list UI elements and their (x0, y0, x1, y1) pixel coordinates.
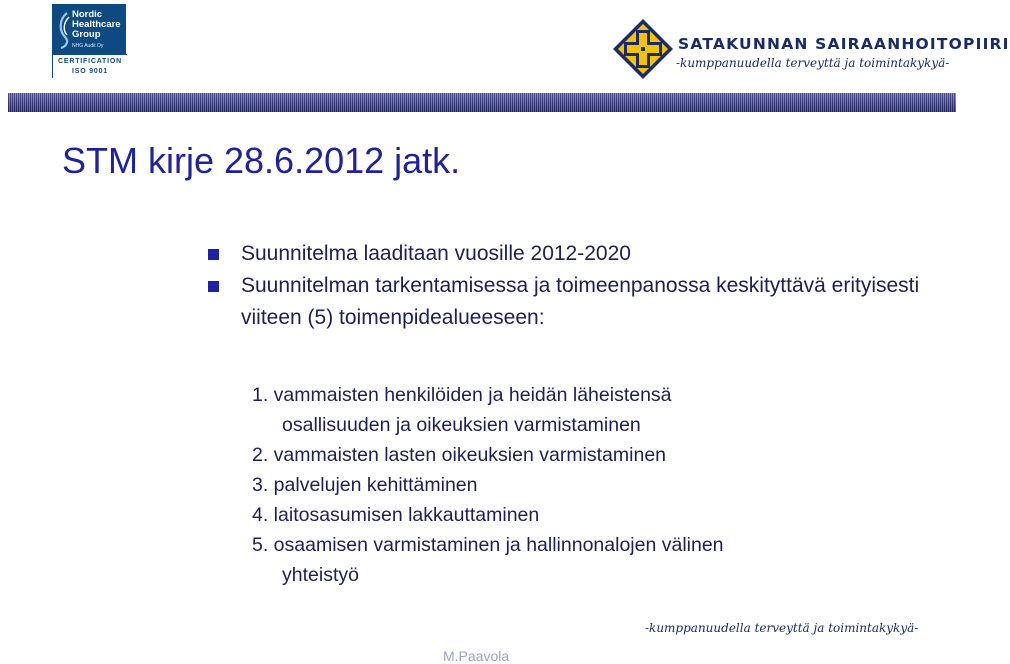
list-item (252, 500, 932, 530)
nhg-name (72, 10, 121, 40)
header-divider (8, 93, 956, 112)
satakunta-tagline: -kumppanuudella terveyttä ja toimintakykyä- (676, 56, 950, 70)
list-item-continuation: osallisuuden ja oikeuksien varmistaminen (282, 414, 641, 436)
nhg-name-line: Nordic (72, 9, 103, 20)
satakunta-name: SATAKUNNAN SAIRAANHOITOPIIRI (678, 35, 1010, 53)
satakunta-cross-logo-icon (612, 18, 674, 80)
nhg-audit-text: NHG Audit Oy (72, 43, 104, 49)
bullet-list (208, 238, 928, 334)
footer-tagline: -kumppanuudella terveyttä ja toimintakykyä- (645, 621, 919, 635)
nhg-swirl-icon (57, 11, 71, 49)
bullet-item (208, 270, 928, 334)
bullet-text: Suunnitelma laaditaan vuosille 2012-2020 (241, 242, 631, 265)
list-item (252, 440, 932, 470)
footer-author: M.Paavola (443, 648, 510, 664)
list-item-text: 5. osaamisen varmistaminen ja hallinnonalojen välinen (252, 534, 724, 556)
bullet-text: Suunnitelman tarkentamisessa ja toimeenpanossa keskityttävä erityisesti viiteen (5) toimenpidealueeseen: (241, 274, 920, 329)
list-item (252, 470, 932, 500)
nhg-certification-logo (52, 4, 126, 78)
list-item (252, 380, 932, 440)
square-bullet-icon (208, 249, 219, 260)
list-item-text: 2. vammaisten lasten oikeuksien varmistaminen (252, 444, 667, 466)
list-item-text: 1. vammaisten henkilöiden ja heidän läheistensä (252, 384, 672, 406)
nhg-name-line: Group (72, 29, 101, 40)
nhg-name-line: Healthcare (72, 19, 121, 30)
square-bullet-icon (208, 281, 219, 292)
numbered-list (252, 380, 932, 590)
nhg-logo-top (53, 5, 127, 53)
slide-title: STM kirje 28.6.2012 jatk. (62, 140, 461, 181)
nhg-cert-line1: CERTIFICATION (58, 58, 122, 65)
nhg-cert-line2: ISO 9001 (72, 68, 108, 75)
list-item (252, 530, 932, 590)
list-item-continuation: yhteistyö (282, 564, 359, 586)
list-item-text: 3. palvelujen kehittäminen (252, 474, 478, 496)
nhg-cert-box (53, 54, 127, 79)
list-item-text: 4. laitosasumisen lakkauttaminen (252, 504, 540, 526)
bullet-item (208, 238, 928, 270)
